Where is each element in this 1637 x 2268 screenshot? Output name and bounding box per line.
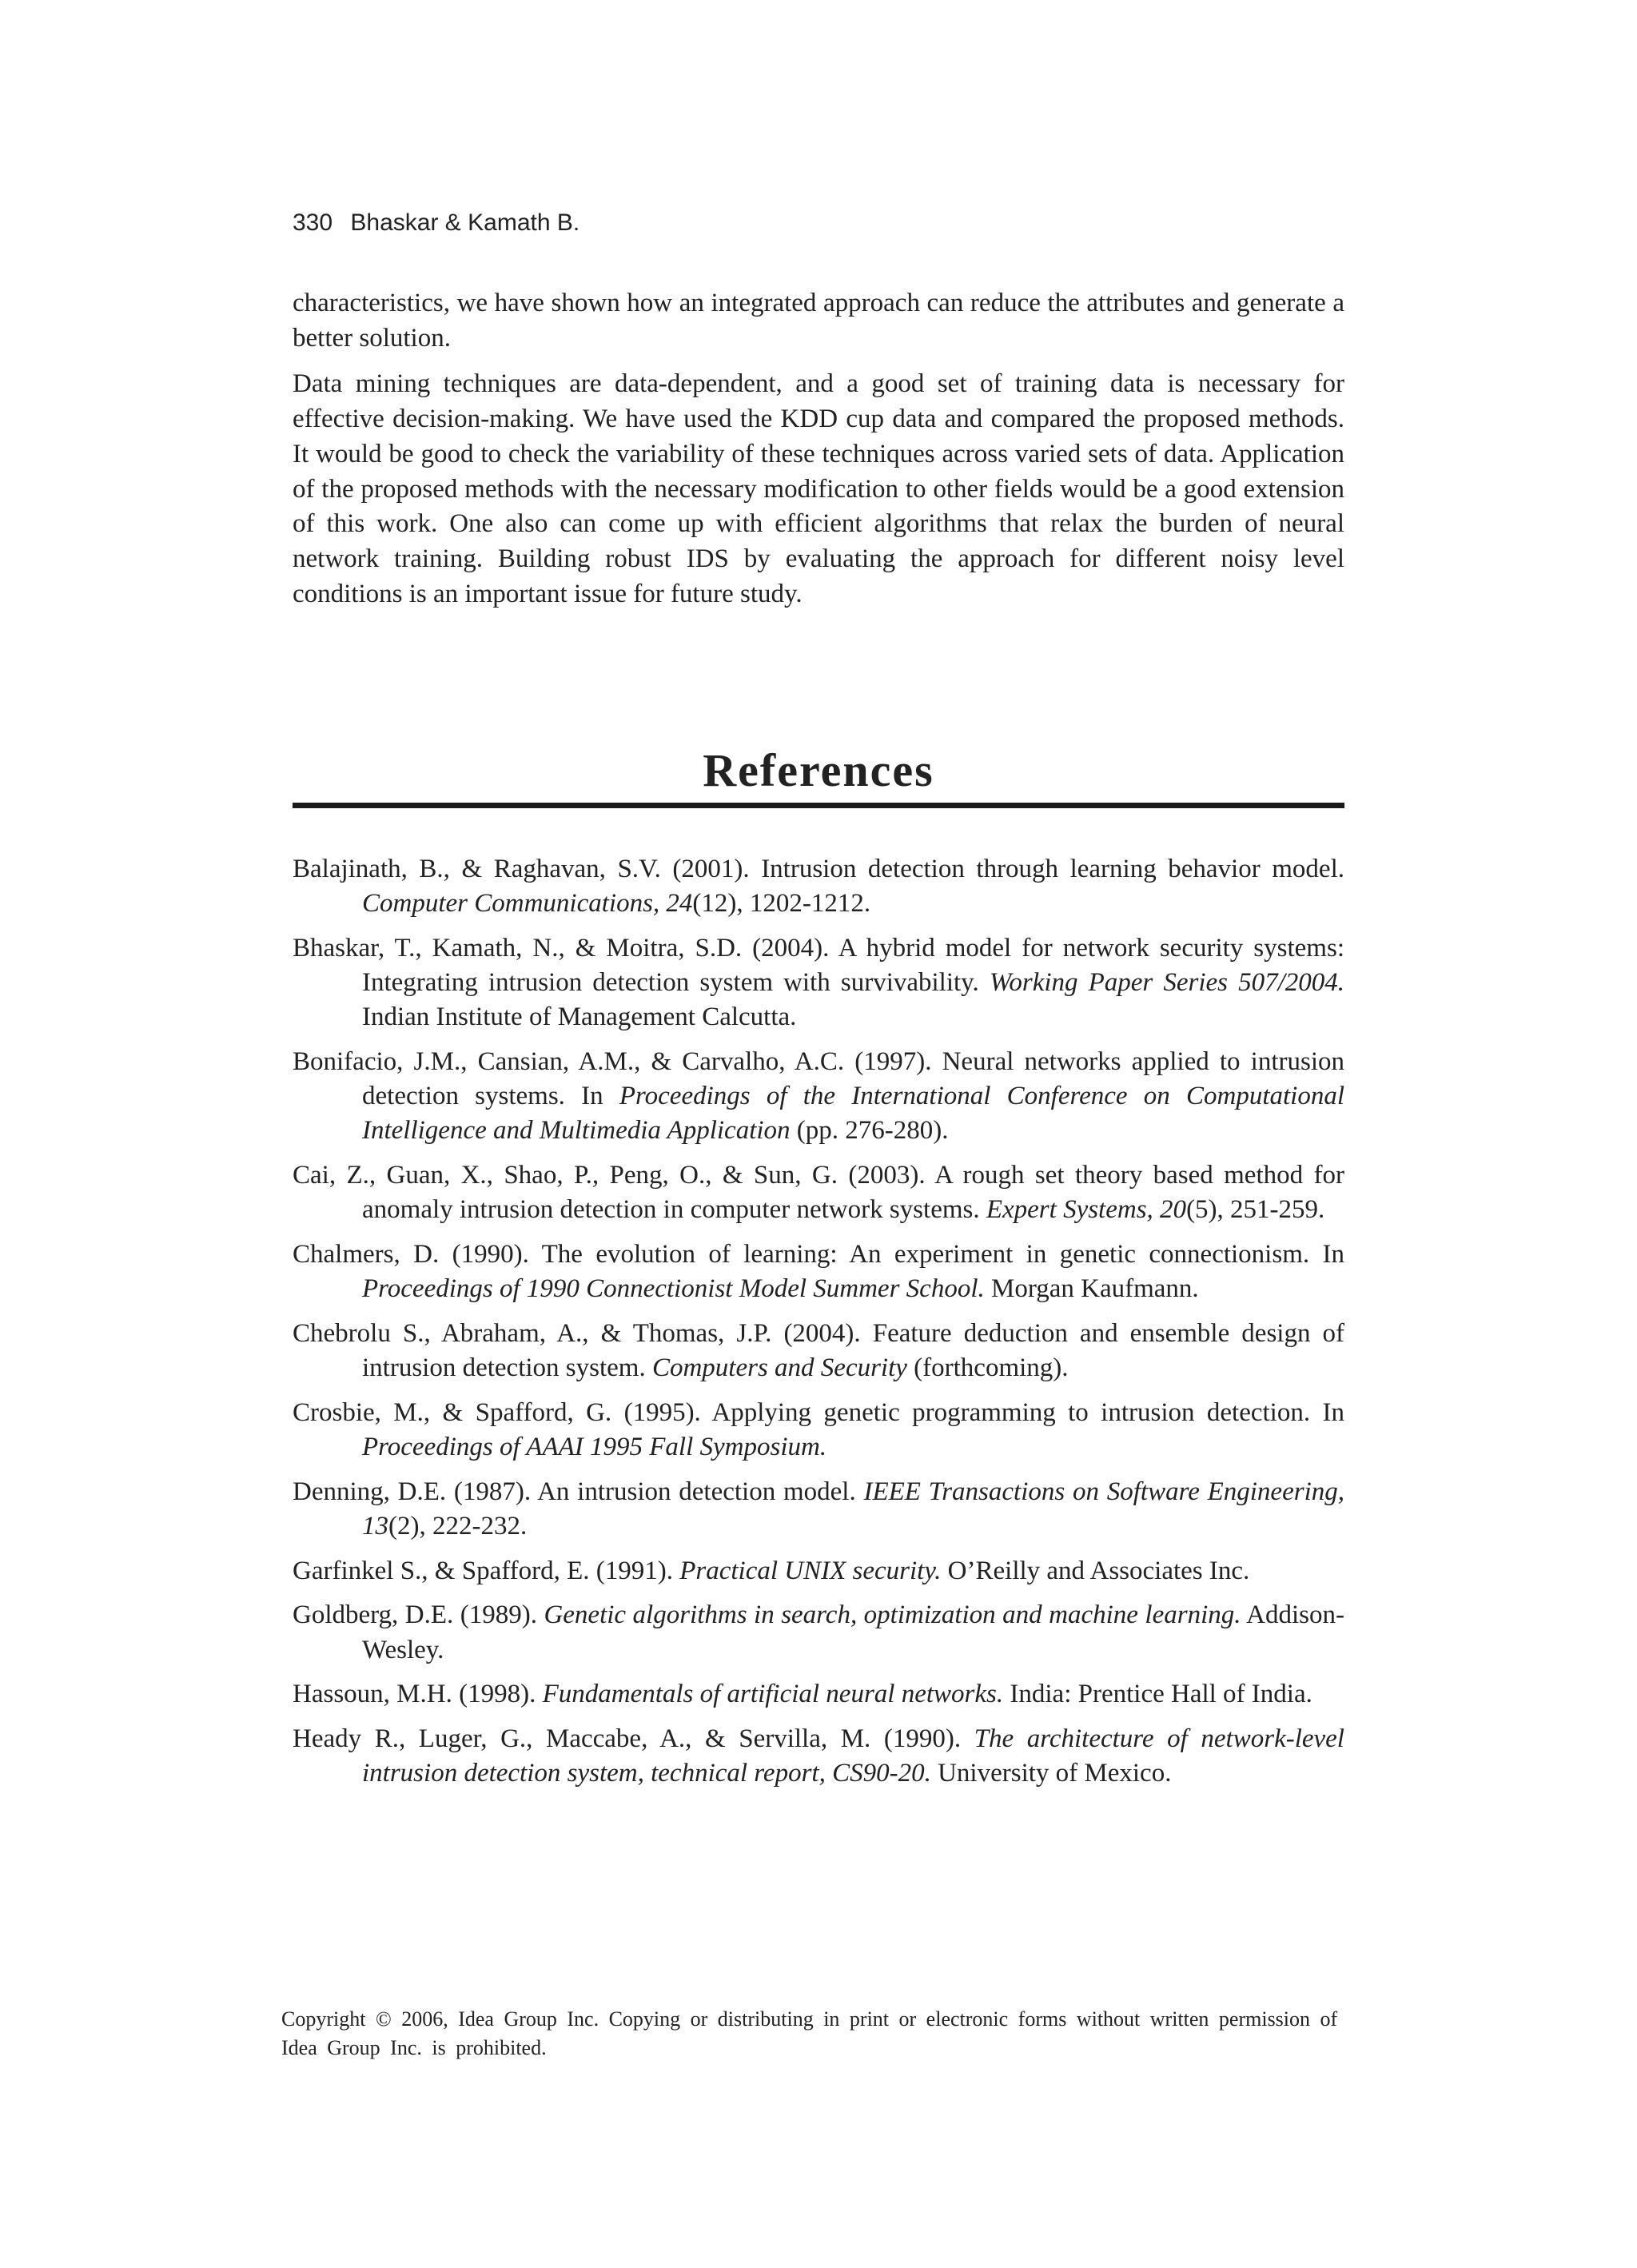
reference-item: Chalmers, D. (1990). The evolution of learning: An experiment in genetic connectionism. In Proceedings of 1990 Connectionist Model Summer School. Morgan Kaufmann.: [293, 1240, 1344, 1304]
running-head-authors: Bhaskar & Kamath B.: [350, 209, 580, 236]
reference-item: Goldberg, D.E. (1989). Genetic algorithms in search, optimization and machine learning. Addison-Wesley.: [293, 1600, 1344, 1664]
reference-item: Cai, Z., Guan, X., Shao, P., Peng, O., & Sun, G. (2003). A rough set theory based method for anomaly intrusion detection in computer network systems. Expert Systems, 20(5), 251-259.: [293, 1161, 1344, 1225]
body-paragraph: Data mining techniques are data-dependent, and a good set of training data is necessary for effective decision-making. We have used the KDD cup data and compared the proposed methods. It would be good to check the variability of these techniques across varied sets of data. Application of the proposed methods with the necessary modification to other fields would be a good extension of this work. One also can come up with efficient algorithms that relax the burden of neural network training. Building robust IDS by evaluating the approach for different noisy level conditions is an important issue for future study.: [293, 369, 1344, 608]
reference-item: Bhaskar, T., Kamath, N., & Moitra, S.D. (2004). A hybrid model for network security systems: Integrating intrusion detection system with survivability. Working Paper Series 507/2004. Indian Institute of Management Calcutta.: [293, 933, 1344, 1032]
body-text: [293, 286, 1344, 623]
page-number: 330: [293, 209, 333, 236]
references-heading: References: [703, 744, 934, 796]
heading-rule: [293, 803, 1344, 808]
body-paragraph: characteristics, we have shown how an integrated approach can reduce the attributes and generate a better solution.: [293, 289, 1344, 353]
reference-item: Hassoun, M.H. (1998). Fundamentals of artificial neural networks. India: Prentice Hall of India.: [293, 1680, 1312, 1709]
running-head: [293, 209, 580, 237]
reference-item: Balajinath, B., & Raghavan, S.V. (2001). Intrusion detection through learning behavior model. Computer Communications, 24(12), 1202-1212.: [293, 855, 1344, 919]
reference-item: Heady R., Luger, G., Maccabe, A., & Servilla, M. (1990). The architecture of network-level intrusion detection system, technical report, CS90-20. University of Mexico.: [293, 1724, 1344, 1788]
copyright-notice: Copyright © 2006, Idea Group Inc. Copying or distributing in print or electronic forms without written permission of Idea Group Inc. is prohibited.: [281, 2007, 1338, 2059]
reference-item: Denning, D.E. (1987). An intrusion detection model. IEEE Transactions on Software Engineering, 13(2), 222-232.: [293, 1477, 1344, 1541]
reference-item: Crosbie, M., & Spafford, G. (1995). Applying genetic programming to intrusion detection. In Proceedings of AAAI 1995 Fall Symposium.: [293, 1397, 1344, 1462]
reference-item: Bonifacio, J.M., Cansian, A.M., & Carvalho, A.C. (1997). Neural networks applied to intrusion detection systems. In Proceedings of the International Conference on Computational Intelligence and Multimedia Application (pp. 276-280).: [293, 1047, 1344, 1146]
reference-item: Chebrolu S., Abraham, A., & Thomas, J.P. (2004). Feature deduction and ensemble design of intrusion detection system. Computers and Security (forthcoming).: [293, 1318, 1344, 1383]
reference-list: [293, 852, 1344, 1801]
reference-item: Garfinkel S., & Spafford, E. (1991). Practical UNIX security. O’Reilly and Associates Inc.: [293, 1556, 1250, 1585]
